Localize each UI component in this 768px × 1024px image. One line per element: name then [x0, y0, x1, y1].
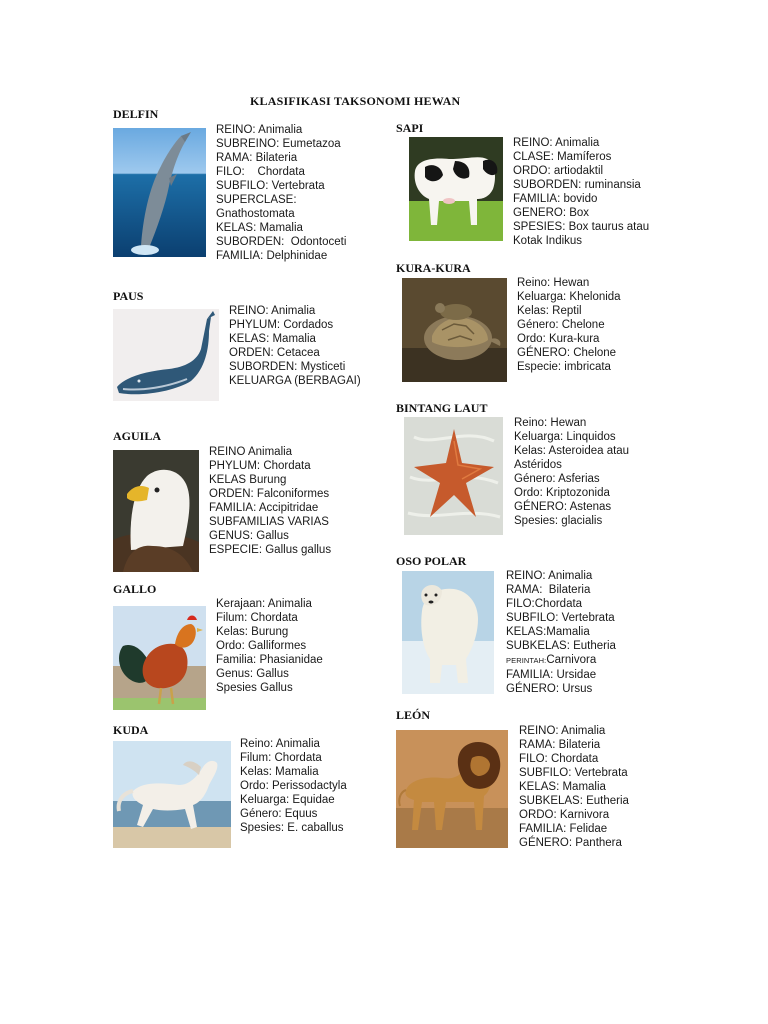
- taxonomy-line: ORDO: Karnivora: [519, 809, 610, 821]
- taxonomy-line: REINO: Animalia: [513, 137, 600, 149]
- taxonomy-line: Spesies: E. caballus: [240, 822, 344, 834]
- page-title: KLASIFIKASI TAKSONOMI HEWAN: [250, 94, 461, 108]
- taxonomy-line: GÉNERO: Panthera: [519, 837, 622, 849]
- taxonomy-line: FAMILIA: Delphinidae: [216, 250, 328, 262]
- taxonomy-line: Keluarga: Khelonida: [517, 291, 621, 303]
- taxonomy-line: Género: Asferias: [514, 473, 600, 485]
- taxonomy-line: Especie: imbricata: [517, 361, 611, 373]
- taxonomy-line: KELAS: Mamalia: [229, 333, 316, 345]
- taxonomy-line: KELAS: Mamalia: [216, 222, 303, 234]
- taxonomy-line: Kelas: Burung: [216, 626, 289, 638]
- taxonomy-line: CLASE: Mamíferos: [513, 151, 612, 163]
- taxonomy-line: Kotak Indikus: [513, 235, 583, 247]
- taxonomy-line: ORDO: artiodaktil: [513, 165, 604, 177]
- taxonomy-line: RAMA: Bilateria: [506, 584, 591, 596]
- taxonomy-list: [517, 276, 621, 374]
- taxonomy-line: GENERO: Box: [513, 207, 590, 219]
- taxonomy-line: SUBORDEN: Odontoceti: [216, 236, 347, 248]
- taxonomy-line: SUBKELAS: Eutheria: [519, 795, 629, 807]
- order-value: Carnivora: [546, 654, 597, 666]
- taxonomy-list: [514, 416, 629, 528]
- animal-name: PAUS: [113, 289, 144, 303]
- starfish-photo: [404, 417, 503, 535]
- turtle-photo: [402, 278, 507, 382]
- taxonomy-line: FAMILIA: Accipitridae: [209, 502, 319, 514]
- taxonomy-line: ORDEN: Falconiformes: [209, 488, 330, 500]
- taxonomy-line: Reino: Animalia: [240, 738, 320, 750]
- animal-name: KURA-KURA: [396, 261, 471, 275]
- rooster-photo: [113, 606, 206, 710]
- taxonomy-line: KELAS: Mamalia: [519, 781, 606, 793]
- taxonomy-line: [506, 653, 616, 668]
- horse-photo: [113, 741, 231, 848]
- taxonomy-list: [209, 445, 331, 557]
- taxonomy-line: Keluarga: Linquidos: [514, 431, 616, 443]
- taxonomy-line: REINO: Animalia: [506, 570, 593, 582]
- taxonomy-line: SUBFILO: Vertebrata: [519, 767, 628, 779]
- taxonomy-list: [216, 123, 346, 263]
- taxonomy-line: FILO: Chordata: [519, 753, 599, 765]
- taxonomy-line: Keluarga: Equidae: [240, 794, 335, 806]
- animal-name: KUDA: [113, 723, 149, 737]
- taxonomy-line: Familia: Phasianidae: [216, 654, 323, 666]
- taxonomy-line: Ordo: Kriptozonida: [514, 487, 610, 499]
- taxonomy-line: REINO Animalia: [209, 446, 293, 458]
- taxonomy-line: FAMILIA: bovido: [513, 193, 598, 205]
- taxonomy-line: Género: Equus: [240, 808, 318, 820]
- animal-name: LEÓN: [396, 708, 431, 722]
- taxonomy-line: FILO:Chordata: [506, 598, 583, 610]
- dolphin-photo: [113, 128, 206, 257]
- taxonomy-list: [240, 737, 347, 835]
- taxonomy-line: Ordo: Galliformes: [216, 640, 307, 652]
- taxonomy-line: FAMILIA: Ursidae: [506, 669, 597, 681]
- taxonomy-line: SUBFAMILIAS VARIAS: [209, 516, 329, 528]
- animal-name: OSO POLAR: [396, 554, 467, 568]
- taxonomy-line: GÉNERO: Chelone: [517, 347, 617, 359]
- taxonomy-list: [229, 304, 361, 388]
- animal-name: DELFIN: [113, 107, 159, 121]
- cow-photo: [409, 137, 503, 241]
- taxonomy-line: Reino: Hewan: [517, 277, 590, 289]
- taxonomy-line: Filum: Chordata: [240, 752, 322, 764]
- animal-name: GALLO: [113, 582, 157, 596]
- order-label-small: PERINTAH:: [506, 656, 547, 665]
- taxonomy-line: KELAS:Mamalia: [506, 626, 590, 638]
- taxonomy-line: GÉNERO: Ursus: [506, 683, 593, 695]
- taxonomy-line: KELUARGA (BERBAGAI): [229, 375, 361, 387]
- taxonomy-line: SUBFILO: Vertebrata: [506, 612, 615, 624]
- taxonomy-line: Reino: Hewan: [514, 417, 587, 429]
- taxonomy-line: Ordo: Kura-kura: [517, 333, 600, 345]
- taxonomy-line: GÉNERO: Astenas: [514, 501, 612, 513]
- taxonomy-line: SUBORDEN: Mysticeti: [229, 361, 346, 373]
- taxonomy-line: Kerajaan: Animalia: [216, 598, 312, 610]
- taxonomy-line: KELAS Burung: [209, 474, 287, 486]
- taxonomy-line: SUBORDEN: ruminansia: [513, 179, 641, 191]
- taxonomy-line: Astéridos: [514, 459, 562, 471]
- taxonomy-line: SUBFILO: Vertebrata: [216, 180, 325, 192]
- taxonomy-line: FAMILIA: Felidae: [519, 823, 608, 835]
- animal-name: AGUILA: [113, 429, 162, 443]
- taxonomy-line: SUBREINO: Eumetazoa: [216, 138, 341, 150]
- taxonomy-line: RAMA: Bilateria: [216, 152, 298, 164]
- taxonomy-line: Genus: Gallus: [216, 668, 289, 680]
- taxonomy-line: Kelas: Reptil: [517, 305, 582, 317]
- taxonomy-line: Spesies: glacialis: [514, 515, 603, 527]
- taxonomy-line: REINO: Animalia: [229, 305, 316, 317]
- animal-name: BINTANG LAUT: [396, 401, 488, 415]
- taxonomy-line: REINO: Animalia: [216, 124, 303, 136]
- taxonomy-line: PHYLUM: Chordata: [209, 460, 311, 472]
- taxonomy-line: GENUS: Gallus: [209, 530, 289, 542]
- taxonomy-list: [519, 724, 629, 850]
- taxonomy-line: ORDEN: Cetacea: [229, 347, 320, 359]
- taxonomy-line: Ordo: Perissodactyla: [240, 780, 347, 792]
- taxonomy-line: Kelas: Mamalia: [240, 766, 319, 778]
- taxonomy-line: Filum: Chordata: [216, 612, 298, 624]
- taxonomy-line: FILO: Chordata: [216, 166, 305, 178]
- taxonomy-list: [216, 597, 323, 695]
- whale-photo: [113, 309, 219, 401]
- taxonomy-line: Kelas: Asteroidea atau: [514, 445, 630, 457]
- lion-photo: [396, 730, 508, 848]
- taxonomy-line: Spesies Gallus: [216, 682, 293, 694]
- taxonomy-line: Gnathostomata: [216, 208, 295, 220]
- polar-bear-photo: [402, 571, 494, 694]
- taxonomy-line: REINO: Animalia: [519, 725, 606, 737]
- taxonomy-line: SPESIES: Box taurus atau: [513, 221, 650, 233]
- taxonomy-line: PHYLUM: Cordados: [229, 319, 334, 331]
- taxonomy-line: ESPECIE: Gallus gallus: [209, 544, 332, 556]
- taxonomy-list: [506, 569, 616, 696]
- taxonomy-line: Género: Chelone: [517, 319, 605, 331]
- taxonomy-list: [513, 136, 649, 248]
- taxonomy-line: SUBKELAS: Eutheria: [506, 640, 616, 652]
- taxonomy-line: SUPERCLASE:: [216, 194, 297, 206]
- animal-name: SAPI: [396, 121, 424, 135]
- eagle-photo: [113, 450, 199, 572]
- taxonomy-line: RAMA: Bilateria: [519, 739, 601, 751]
